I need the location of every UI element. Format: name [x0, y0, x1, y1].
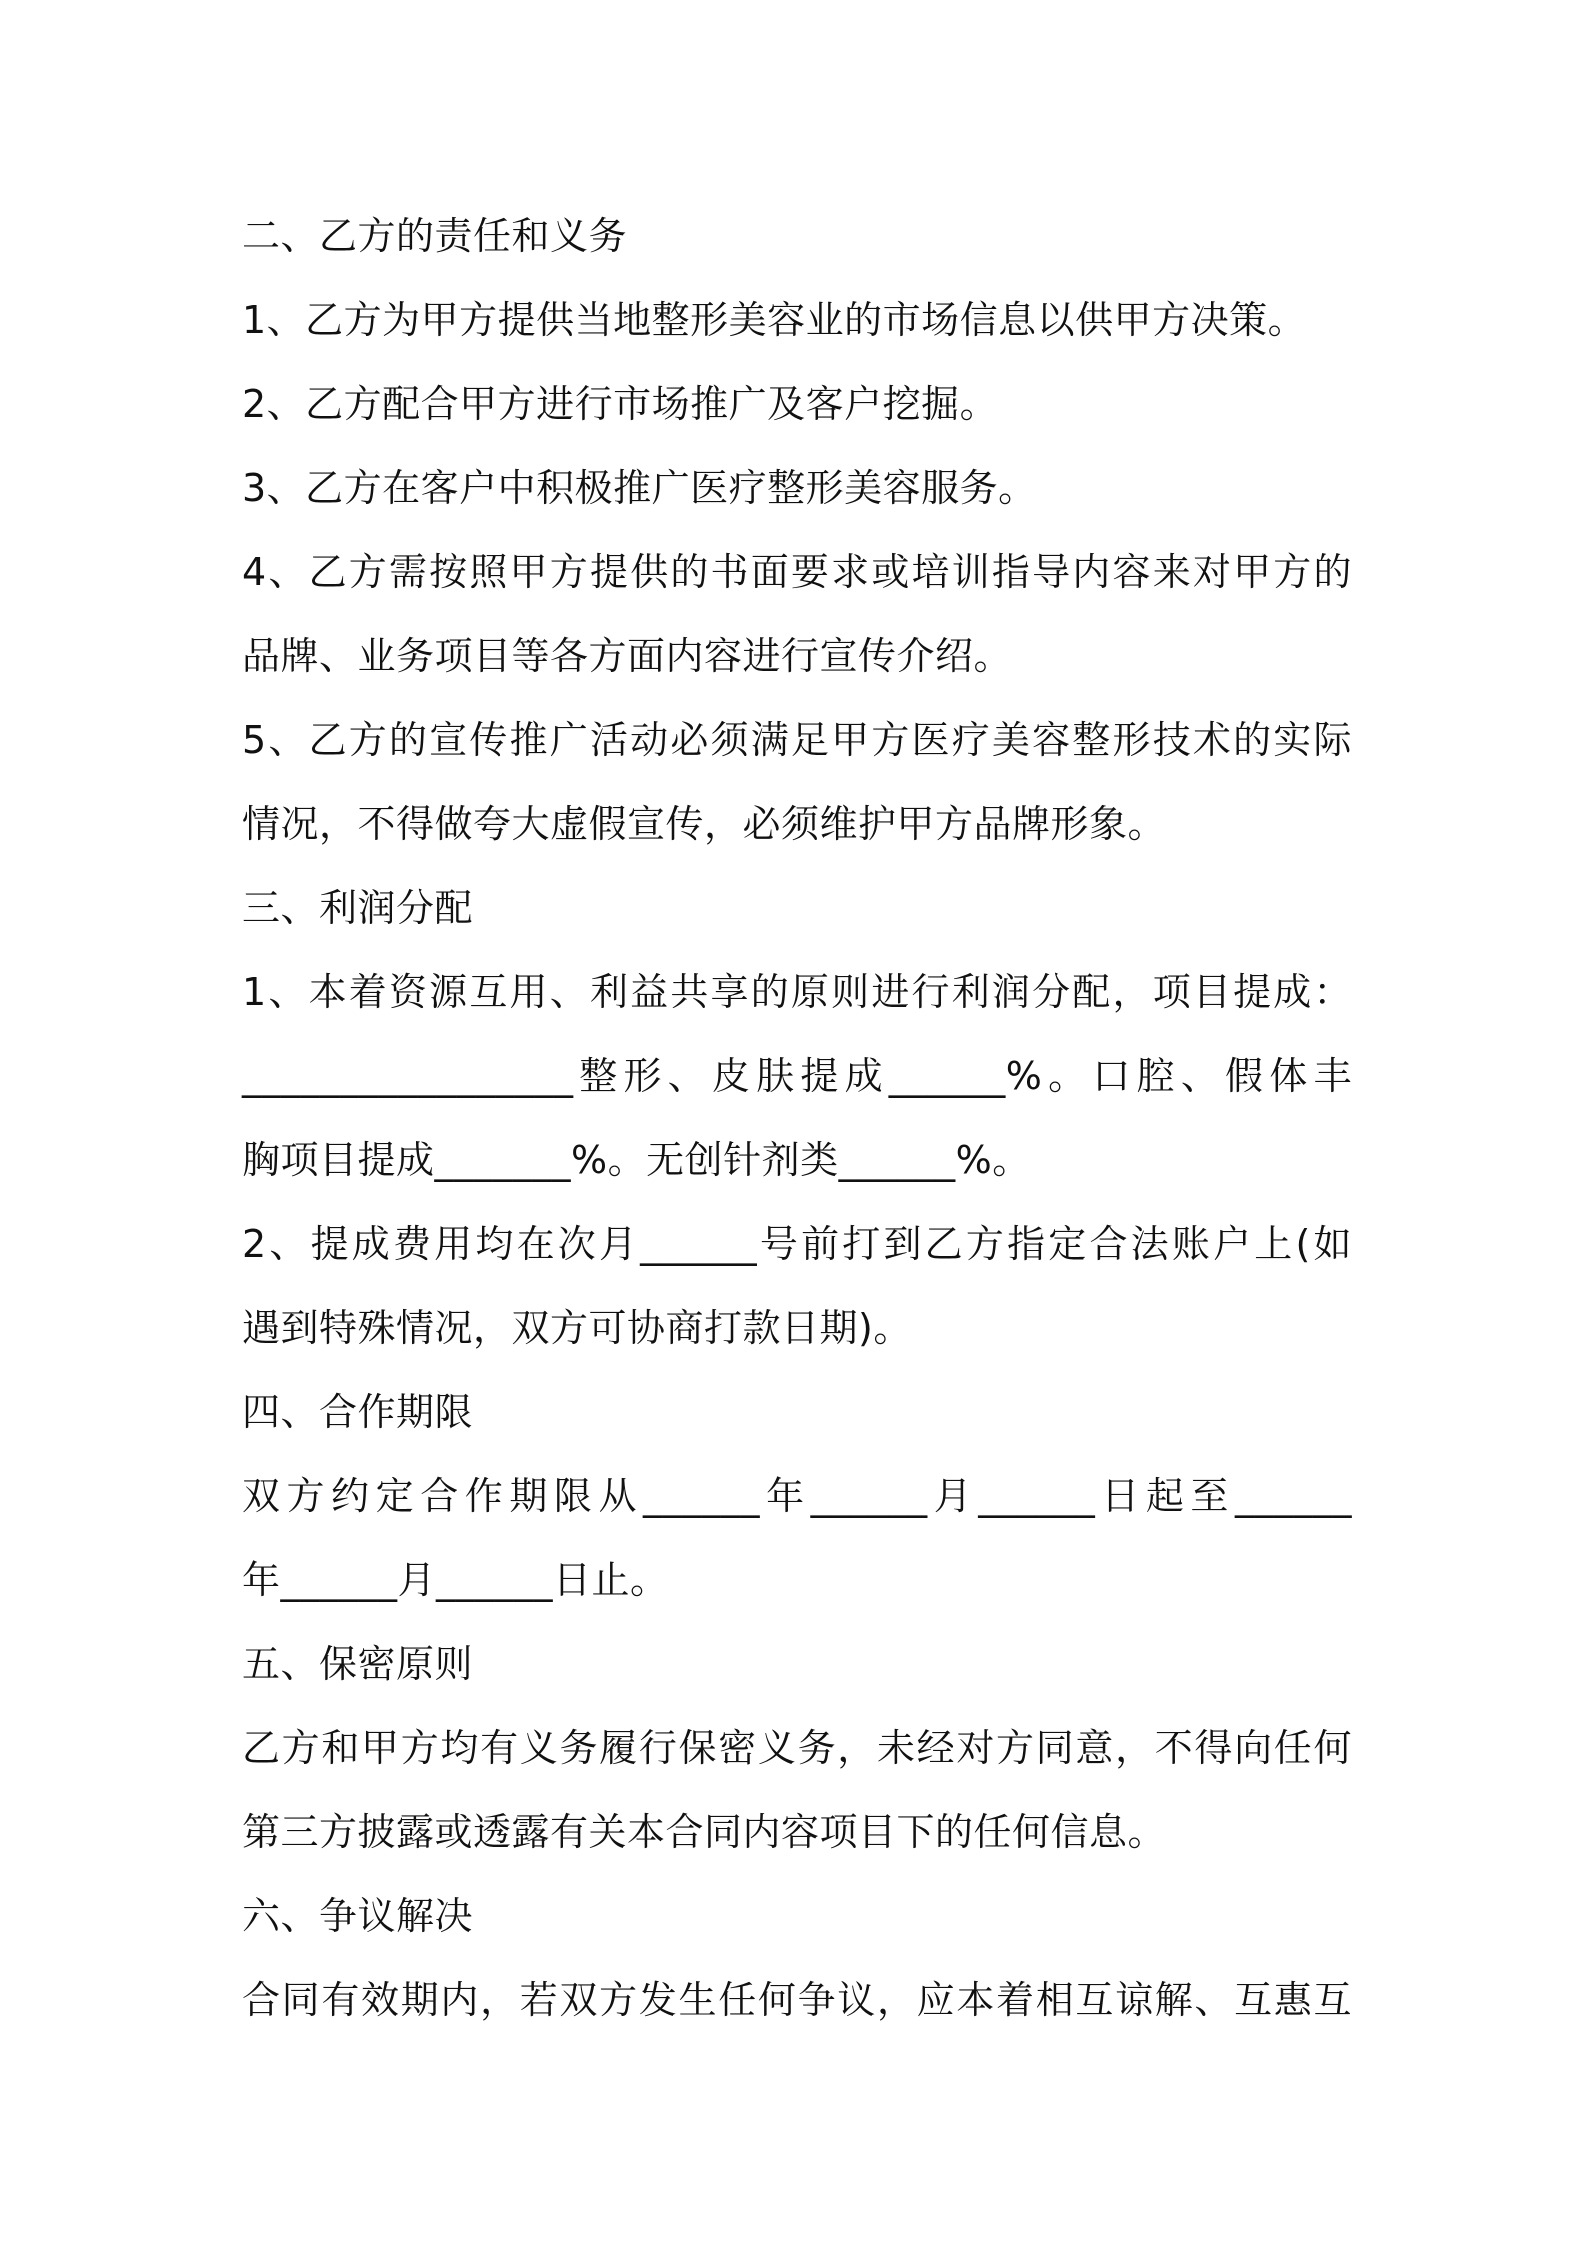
section-heading-confidentiality: 五、保密原则 — [242, 1642, 474, 1686]
clause-text-blanks: 双方约定合作期限从______年______月______日起至______ — [242, 1474, 1352, 1518]
section-heading-party-b-duties: 二、乙方的责任和义务 — [242, 214, 628, 258]
section-heading-cooperation-term: 四、合作期限 — [242, 1390, 474, 1434]
clause-text: 第三方披露或透露有关本合同内容项目下的任何信息。 — [242, 1810, 1167, 1854]
section-heading-dispute-resolution: 六、争议解决 — [242, 1894, 474, 1938]
clause-text: 1、乙方为甲方提供当地整形美容业的市场信息以供甲方决策。 — [242, 298, 1307, 342]
section-heading-profit-distribution: 三、利润分配 — [242, 886, 474, 930]
clause-text: 2、乙方配合甲方进行市场推广及客户挖掘。 — [242, 382, 999, 426]
clause-text: 品牌、业务项目等各方面内容进行宣传介绍。 — [242, 634, 1013, 678]
clause-text: 3、乙方在客户中积极推广医疗整形美容服务。 — [242, 466, 1037, 510]
clause-text-blanks: 年______月______日止。 — [242, 1558, 669, 1602]
clause-text-blanks: 2、提成费用均在次月______号前打到乙方指定合法账户上(如 — [242, 1222, 1352, 1266]
clause-text: 4、乙方需按照甲方提供的书面要求或培训指导内容来对甲方的 — [242, 550, 1352, 594]
clause-text: 乙方和甲方均有义务履行保密义务，未经对方同意，不得向任何 — [242, 1726, 1352, 1770]
clause-text-blanks: 胸项目提成_______%。无创针剂类______%。 — [242, 1138, 1031, 1182]
clause-text: 5、乙方的宣传推广活动必须满足甲方医疗美容整形技术的实际 — [242, 718, 1352, 762]
clause-text: 情况，不得做夸大虚假宣传，必须维护甲方品牌形象。 — [242, 802, 1167, 846]
clause-text: 遇到特殊情况，双方可协商打款日期)。 — [242, 1306, 912, 1350]
clause-text: 合同有效期内，若双方发生任何争议，应本着相互谅解、互惠互 — [242, 1978, 1352, 2022]
document-page — [242, 194, 1352, 2042]
clause-text: 1、本着资源互用、利益共享的原则进行利润分配，项目提成： — [242, 970, 1352, 1014]
clause-text-blanks: _________________整形、皮肤提成______%。口腔、假体丰 — [242, 1054, 1352, 1098]
